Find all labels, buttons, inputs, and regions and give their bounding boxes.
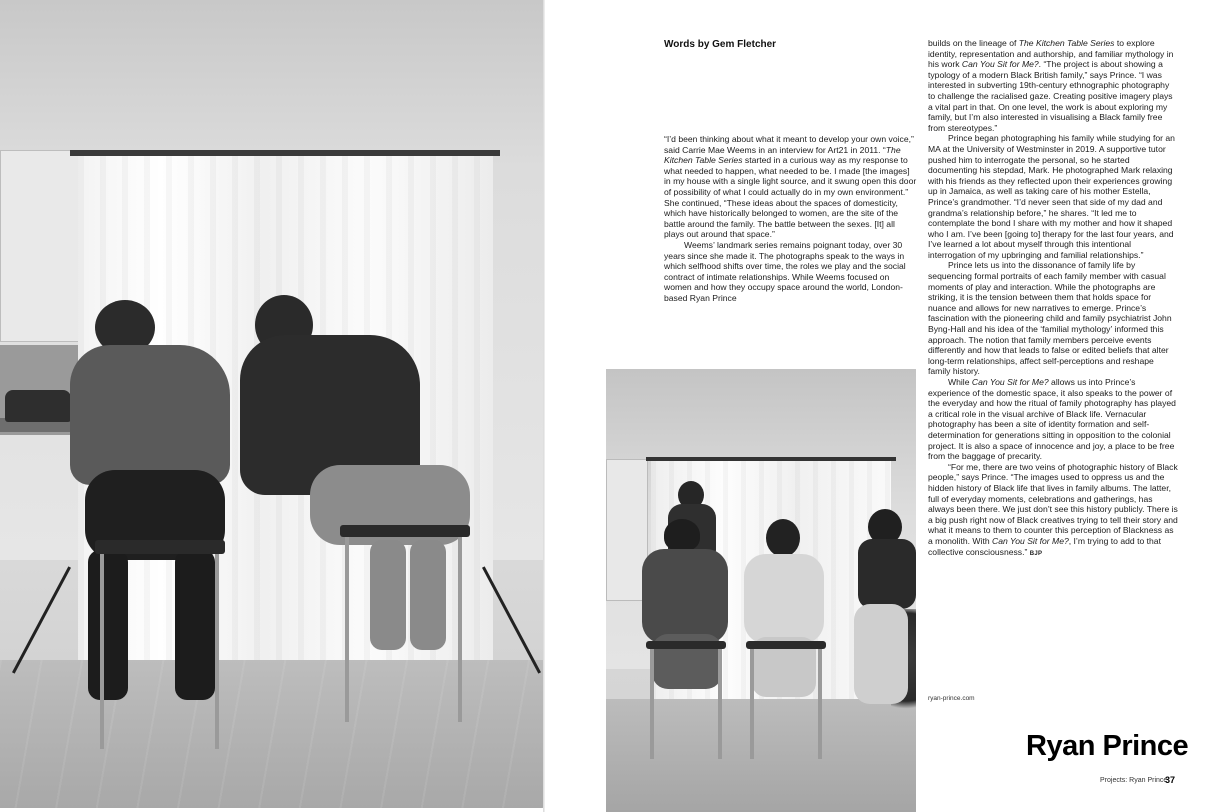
photo-figure-head: [664, 519, 700, 551]
photo-backdrop-bar: [70, 150, 500, 156]
article-paragraph: Weems’ landmark series remains poignant today, over 30 years since she made it. The photographs speak to the ways in which selfhood shifts over time, the roles we play and the social contract of intimate relationships. While Weems focused on women and how they occupy space around the world, London-based Ryan Prince: [664, 239, 906, 303]
photo-figure-sweater: [70, 345, 230, 485]
photo-figure-jeans: [854, 604, 908, 704]
article-paragraph: “For me, there are two veins of photographic history of Black people,” says Prince. “The images used to oppress us and the hidden history of Black life that lives in family albums. The latter, full of everyday moments, celebrations and gatherings, has always been there. We just don’t see this history publicly. There is a big push right now of Black creatives trying to tell their story and what it means to them to counter this perception of Blackness as a monolith. With Can You Sit for Me?, I’m trying to add to that collective consciousness.” BJP: [928, 461, 1178, 557]
photo-figure-head: [766, 519, 800, 557]
photo-figure-leg: [370, 540, 406, 650]
article-paragraph: builds on the lineage of The Kitchen Table Series to explore identity, representation and authorship, and familiar mythology in his work Can You Sit for Me?. “The project is about showing a typology of a modern Black British family,” says Prince. “I was interested in subverting 19th-century ethnographic photography to challenge the racialised gaze. Creating positive imagery plays a vital part in that. On one level, the work is about exploring my family, but I’m also interested in visualising a Black family free from stereotypes.”: [928, 38, 1174, 133]
source-url: ryan-prince.com: [928, 695, 975, 702]
byline: Words by Gem Fletcher: [664, 39, 777, 50]
photo-figure-leg: [88, 550, 128, 700]
photo-figure-top: [858, 539, 916, 609]
photo-stool-leg: [345, 537, 349, 722]
photo-stool-seat: [95, 540, 225, 554]
photo-stool-seat: [340, 525, 470, 537]
article-column-left: [664, 134, 917, 304]
page-number: 37: [1165, 775, 1176, 785]
photo-family-group: [606, 369, 916, 812]
photo-two-women-on-stools: [0, 0, 543, 808]
article-paragraph: While Can You Sit for Me? allows us into Prince’s experience of the domestic space, it also speaks to the power of the everyday and how the ritual of family photography has played a critical role in the visual archive of Black life. Vernacular photography has been a site of identity formation and self-determination for generations sitting in opposition to the colonial project. It is also a space of innocence and joy, a place to be free from the baggage of precarity.: [928, 377, 1176, 462]
page-title: Ryan Prince: [1026, 730, 1189, 762]
photo-stool-leg: [718, 649, 722, 759]
photo-kitchen-cabinet: [0, 150, 80, 342]
photo-stool-seat: [746, 641, 826, 649]
photo-stool-leg: [750, 649, 754, 759]
photo-figure-jacket: [642, 549, 728, 644]
article-paragraph: Prince began photographing his family while studying for an MA at the University of Westminster in 2019. A supportive tutor pushed him to interrogate the personal, so he started documenting his stepdad, Mark. He photographed Mark relaxing with his friends as they reflected upon their experiences growing up in Jamaica, as well as taking care of his mother Estella, Prince’s grandmother. “I’d never seen that side of my dad and grandma’s relationship before,” he shares. “It led me to contemplate the bond I share with my mother and how it shaped who I am. I’ve been [going to] therapy for the last four years, and I’ve learned a lot about myself through this intentional interrogation of my upbringing and familial relationships.”: [928, 133, 1175, 260]
photo-figure-sweater: [744, 554, 824, 644]
photo-stool-leg: [215, 554, 219, 749]
photo-stool-leg: [818, 649, 822, 759]
article-paragraph: Prince lets us into the dissonance of family life by sequencing formal portraits of each family member with casual moments of play and interaction. While the photographs are striking, it is the tension between them that holds space for nuance and allows for new narratives to emerge. Prince’s fascination with the pioneering child and family psychiatrist John Byng-Hall and his idea of the ‘familial mythology’ informed this approach. The notion that family members perceive events differently and how that leads to false or edited beliefs that alter long-term relationships, affect self-perceptions and reshape family history.: [928, 260, 1172, 377]
photo-stool-leg: [650, 649, 654, 759]
photo-figure-leg: [410, 540, 446, 650]
photo-stool-seat: [646, 641, 726, 649]
photo-stool-leg: [458, 537, 462, 722]
photo-toaster: [5, 390, 71, 422]
end-mark: BJP: [1029, 550, 1043, 557]
article-paragraph: “I’d been thinking about what it meant to develop your own voice,” said Carrie Mae Weems in an interview for Art21 in 2011. “The Kitchen Table Series started in a curious way as my response to what needed to happen, what needed to be. I made [the images] in my house with a single light source, and it swung open this door of possibility of what I could actually do in my own environment.” She continued, “These ideas about the spaces of domesticity, which have historically belonged to women, are the site of the battle around the family. The battle between the sexes. [It] all plays out around that space.”: [664, 134, 917, 240]
photo-stand-leg: [12, 566, 71, 673]
folio-label: Projects: Ryan Prince: [1100, 777, 1168, 784]
photo-figure-leg: [175, 550, 215, 700]
photo-backdrop-bar: [646, 457, 896, 461]
photo-stool-leg: [100, 554, 104, 749]
article-column-right: [928, 38, 1178, 559]
